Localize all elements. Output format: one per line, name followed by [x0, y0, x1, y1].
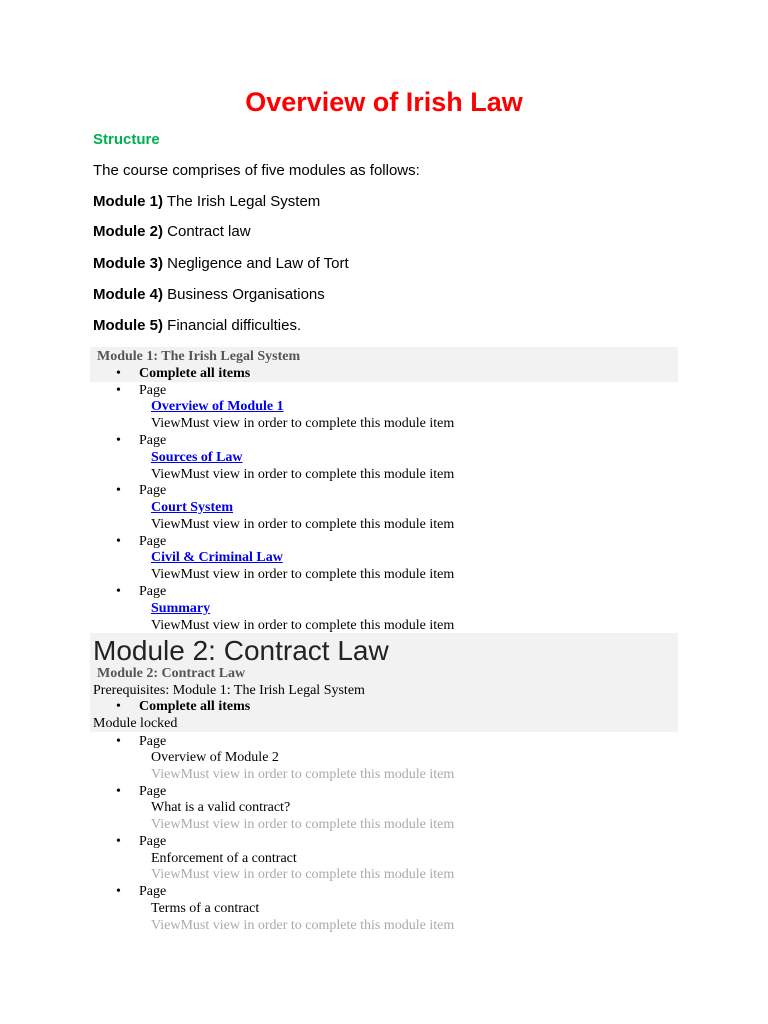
module-list-item-2 — [93, 222, 251, 242]
module2-big-heading: Module 2: Contract Law — [93, 635, 389, 666]
module-list-text: Business Organisations — [163, 286, 325, 303]
module1-item-type: Page — [139, 433, 167, 448]
bullet-icon: • — [116, 834, 121, 849]
module1-item-type: Page — [139, 584, 167, 599]
module2-item-type: Page — [139, 734, 167, 749]
module-list-label: Module 2) — [93, 223, 163, 240]
module2-header: Module 2: Contract Law — [97, 666, 246, 681]
intro-text: The course comprises of five modules as follows: — [93, 162, 420, 179]
module2-item-title: Terms of a contract — [151, 901, 260, 916]
module-list-text: Negligence and Law of Tort — [163, 255, 349, 272]
bullet-icon: • — [116, 884, 121, 899]
module1-item-status: ViewMust view in order to complete this module item — [151, 567, 455, 582]
module2-locked: Module locked — [93, 716, 178, 731]
module-list-item-4 — [93, 285, 325, 305]
module1-item-link[interactable]: Overview of Module 1 — [151, 399, 284, 414]
module-list-text: Contract law — [163, 223, 251, 240]
module2-item-type: Page — [139, 884, 167, 899]
bullet-icon: • — [116, 734, 121, 749]
module-list-label: Module 4) — [93, 286, 163, 303]
module2-item-status: ViewMust view in order to complete this module item — [151, 817, 455, 832]
module1-item-type: Page — [139, 483, 167, 498]
module1-item-status: ViewMust view in order to complete this module item — [151, 467, 455, 482]
module1-item-link[interactable]: Civil & Criminal Law — [151, 550, 283, 565]
module1-item-link[interactable]: Summary — [151, 601, 211, 616]
structure-heading: Structure — [93, 131, 160, 148]
module1-item-status: ViewMust view in order to complete this module item — [151, 416, 455, 431]
module-list-text: The Irish Legal System — [163, 193, 321, 210]
module1-item-link[interactable]: Court System — [151, 500, 234, 515]
bullet-icon: • — [116, 584, 121, 599]
module2-item-status: ViewMust view in order to complete this module item — [151, 767, 455, 782]
bullet-icon: • — [116, 483, 121, 498]
module-list-text: Financial difficulties. — [163, 317, 302, 334]
module1-item-link[interactable]: Sources of Law — [151, 450, 243, 465]
bullet-icon: • — [116, 699, 121, 714]
module1-header: Module 1: The Irish Legal System — [97, 349, 301, 364]
module-list-label: Module 5) — [93, 317, 163, 334]
module1-item-type: Page — [139, 383, 167, 398]
module2-requirement: Complete all items — [139, 699, 251, 714]
module2-prerequisites: Prerequisites: Module 1: The Irish Legal System — [93, 683, 365, 698]
module1-item-status: ViewMust view in order to complete this module item — [151, 618, 455, 633]
bullet-icon: • — [116, 383, 121, 398]
module-list-item-1 — [93, 192, 320, 212]
module2-item-status: ViewMust view in order to complete this module item — [151, 867, 455, 882]
module1-item-status: ViewMust view in order to complete this module item — [151, 517, 455, 532]
module-list-label: Module 1) — [93, 193, 163, 210]
module2-item-type: Page — [139, 834, 167, 849]
module1-item-type: Page — [139, 534, 167, 549]
module2-item-title: Overview of Module 2 — [151, 750, 279, 765]
module-list-item-5 — [93, 316, 301, 336]
module2-item-type: Page — [139, 784, 167, 799]
bullet-icon: • — [116, 534, 121, 549]
module1-requirement: Complete all items — [139, 366, 251, 381]
bullet-icon: • — [116, 433, 121, 448]
bullet-icon: • — [116, 366, 121, 381]
module-list-label: Module 3) — [93, 255, 163, 272]
module2-item-title: What is a valid contract? — [151, 800, 291, 815]
module-list-item-3 — [93, 254, 349, 274]
bullet-icon: • — [116, 784, 121, 799]
page-title: Overview of Irish Law — [245, 87, 523, 117]
module2-item-status: ViewMust view in order to complete this module item — [151, 918, 455, 933]
module2-item-title: Enforcement of a contract — [151, 851, 297, 866]
